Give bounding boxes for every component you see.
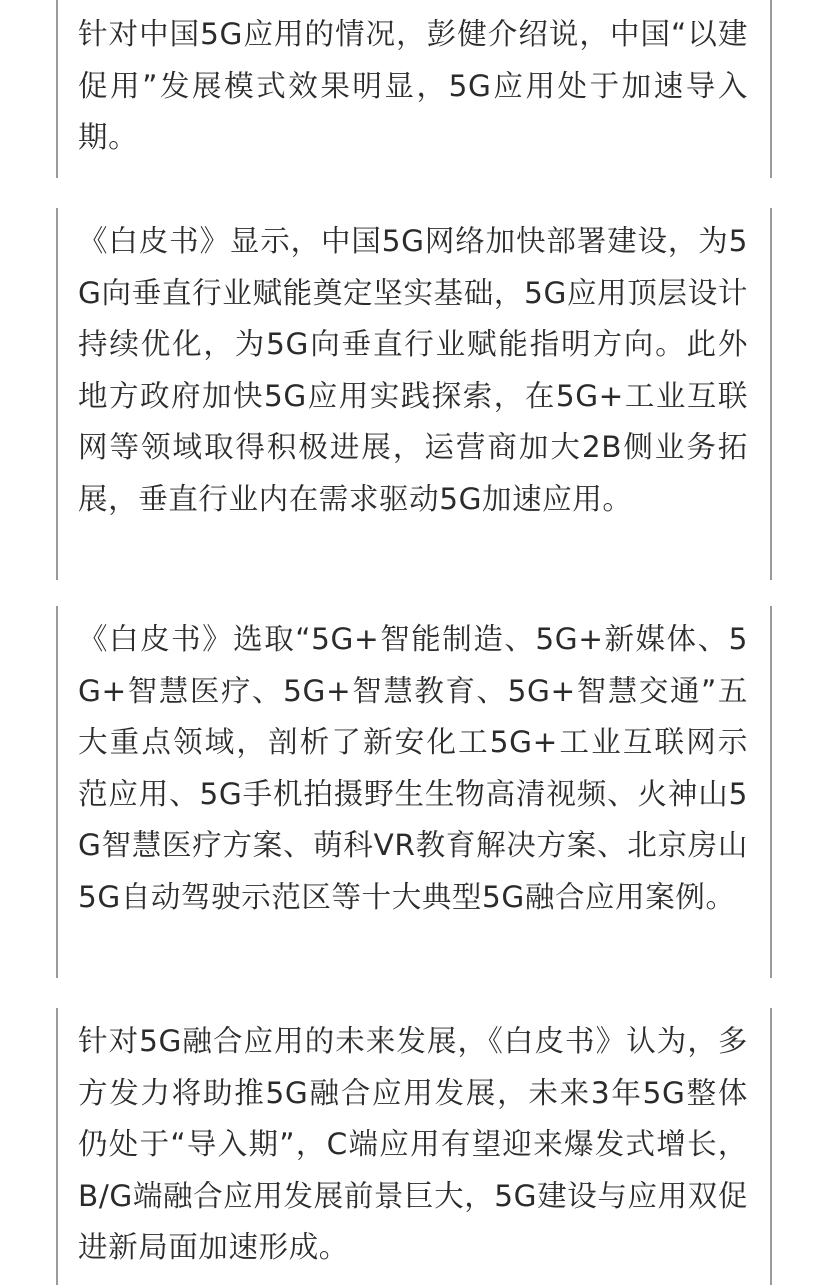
paragraph-block xyxy=(56,606,772,978)
paragraph-block xyxy=(56,208,772,580)
paragraph-block xyxy=(56,1008,772,1285)
paragraph-text: 针对中国5G应用的情况，彭健介绍说，中国“以建促用”发展模式效果明显，5G应用处于加速导入期。 xyxy=(78,17,748,154)
paragraph-text: 《白皮书》选取“5G+智能制造、5G+新媒体、5G+智慧医疗、5G+智慧教育、5G+智慧交通”五大重点领域，剖析了新安化工5G+工业互联网示范应用、5G手机拍摄野生生物高清视频、火神山5G智慧医疗方案、萌科VR教育解决方案、北京房山5G自动驾驶示范区等十大典型5G融合应用案例。 xyxy=(78,622,748,914)
paragraph-block xyxy=(56,0,772,178)
paragraph-text: 针对5G融合应用的未来发展，《白皮书》认为，多方发力将助推5G融合应用发展，未来3年5G整体仍处于“导入期”，C端应用有望迎来爆发式增长，B/G端融合应用发展前景巨大，5G建设与应用双促进新局面加速形成。 xyxy=(78,1024,748,1264)
paragraph-text: 《白皮书》显示，中国5G网络加快部署建设，为5G向垂直行业赋能奠定坚实基础，5G应用顶层设计持续优化，为5G向垂直行业赋能指明方向。此外地方政府加快5G应用实践探索，在5G+工业互联网等领域取得积极进展，运营商加大2B侧业务拓展，垂直行业内在需求驱动5G加速应用。 xyxy=(78,224,748,516)
